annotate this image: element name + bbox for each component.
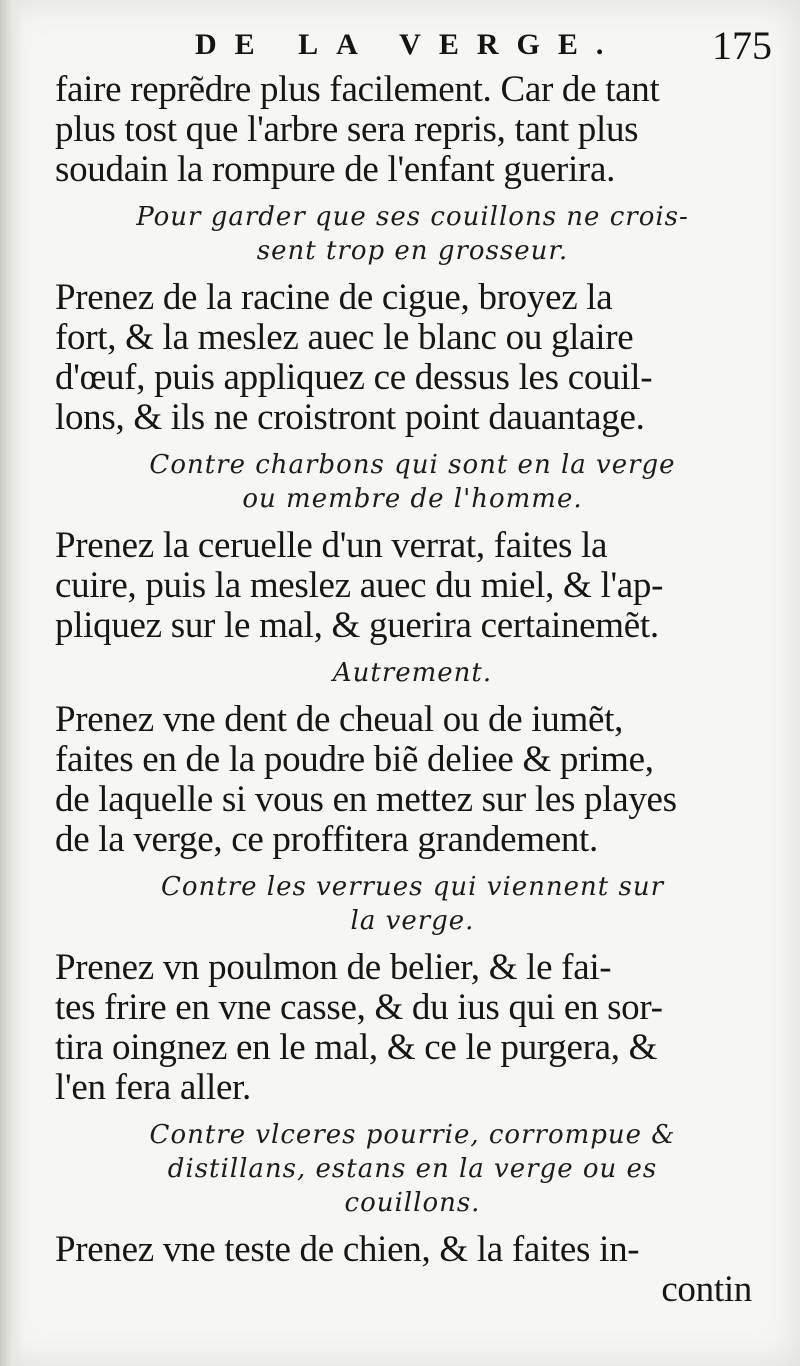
heading-line: couillons. — [344, 1188, 481, 1218]
text-line: faire reprẽdre plus facilement. Car de tant — [55, 69, 660, 110]
heading-line: Contre charbons qui sont en la verge — [149, 450, 676, 480]
text-line: Prenez la ceruelle d'un verrat, faites la — [55, 525, 608, 566]
heading-line: Contre vlceres pourrie, corrompue & — [149, 1120, 676, 1150]
catchword: contin — [661, 1269, 752, 1310]
page-header — [0, 22, 800, 66]
paragraph — [55, 1230, 770, 1270]
text-line: pliquez sur le mal, & guerira certainemẽt. — [55, 605, 659, 646]
text-line: Prenez de la racine de cigue, broyez la — [55, 277, 613, 318]
heading-line: Pour garder que ses couillons ne crois- — [136, 202, 689, 232]
section-heading — [55, 656, 770, 690]
heading-line: Contre les verrues qui viennent sur — [160, 872, 664, 902]
paragraph — [55, 948, 770, 1108]
heading-line: distillans, estans en la verge ou es — [167, 1154, 658, 1184]
page-body — [55, 70, 770, 1310]
text-line: tira oingnez en le mal, & ce le purgera, & — [55, 1027, 658, 1068]
paragraph — [55, 278, 770, 438]
section-heading — [55, 200, 770, 268]
heading-line: sent trop en grosseur. — [256, 236, 569, 266]
text-line: tes frire en vne casse, & du ius qui en sor- — [55, 987, 663, 1028]
running-head: DE LA VERGE. — [195, 28, 622, 61]
page-gutter-shadow — [0, 0, 22, 1366]
page-number: 175 — [712, 23, 772, 68]
text-line: de la verge, ce proffitera grandement. — [55, 819, 598, 860]
text-line: faites en de la poudre biẽ deliee & prime, — [55, 739, 654, 780]
heading-line: la verge. — [350, 906, 475, 936]
section-heading — [55, 448, 770, 516]
text-line: Prenez vne teste de chien, & la faites in- — [55, 1229, 640, 1270]
paragraph — [55, 526, 770, 646]
section-heading — [55, 870, 770, 938]
text-line: plus tost que l'arbre sera repris, tant plus — [55, 109, 639, 150]
text-line: l'en fera aller. — [55, 1067, 251, 1108]
text-line: Prenez vn poulmon de belier, & le fai- — [55, 947, 612, 988]
text-line: fort, & la meslez auec le blanc ou glaire — [55, 317, 634, 358]
text-line: Prenez vne dent de cheual ou de iumẽt, — [55, 699, 624, 740]
paragraph — [55, 70, 770, 190]
text-line: cuire, puis la meslez auec du miel, & l'ap- — [55, 565, 664, 606]
heading-line: ou membre de l'homme. — [242, 484, 583, 514]
text-line: d'œuf, puis appliquez ce dessus les couil- — [55, 357, 653, 398]
heading-line: Autrement. — [332, 658, 493, 688]
text-line: de laquelle si vous en mettez sur les playes — [55, 779, 677, 820]
paragraph — [55, 700, 770, 860]
text-line: lons, & ils ne croistront point dauantage. — [55, 397, 645, 438]
section-heading — [55, 1118, 770, 1220]
text-line: soudain la rompure de l'enfant guerira. — [55, 149, 616, 190]
